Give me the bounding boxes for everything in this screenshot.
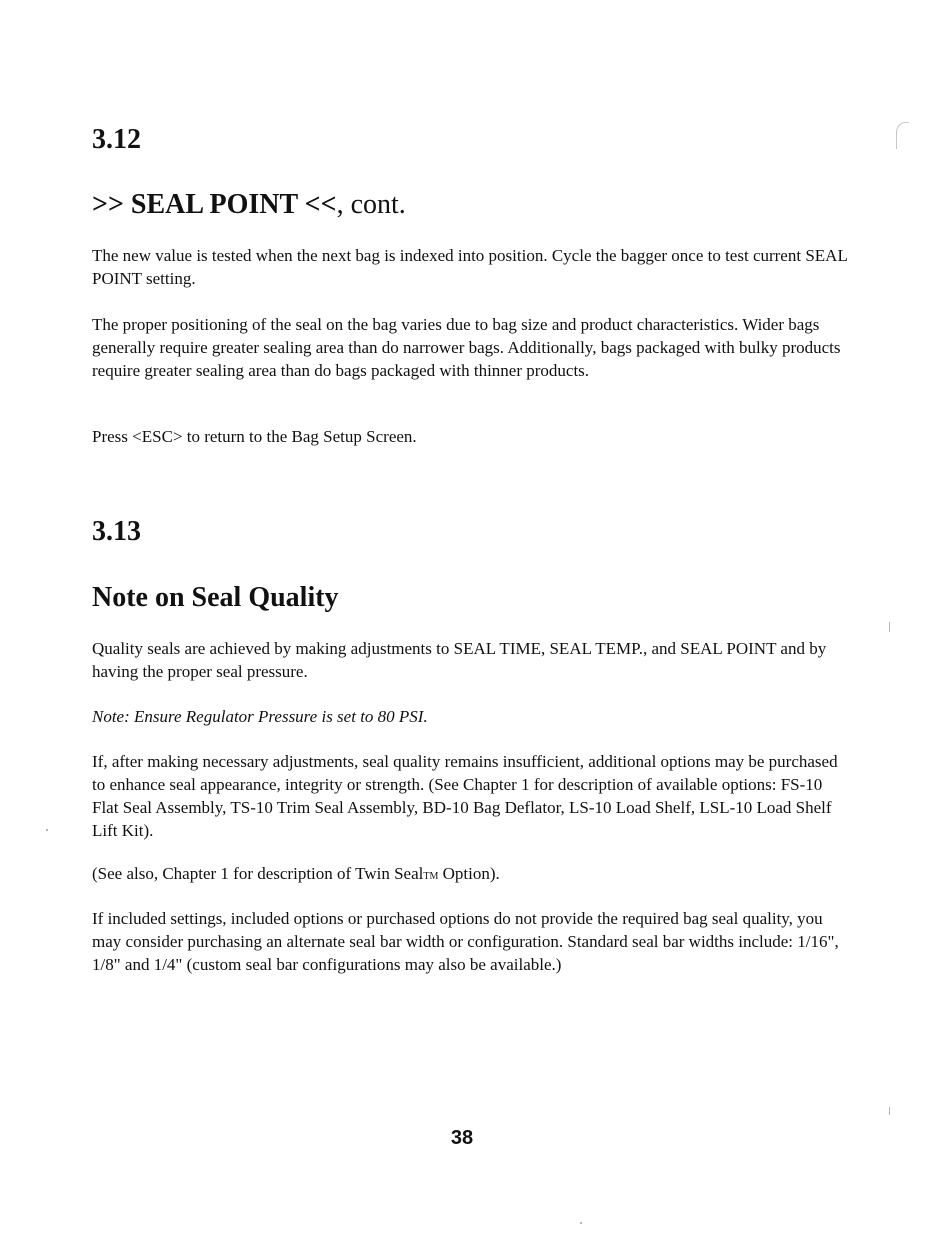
paragraph-text: (See also, Chapter 1 for description of Twin Seal [92,864,424,883]
trademark-mark: TM [423,871,439,882]
paragraph: If included settings, included options or purchased options do not provide the required bag seal quality, you may consider purchasing an alternate seal bar width or configuration. Standard seal bar widths include: 1/16", 1/8" and 1/4" (custom seal bar configurations may also be available.) [92,909,839,974]
scan-artifact [46,829,48,831]
note-paragraph: Note: Ensure Regulator Pressure is set to 80 PSI. [92,707,428,726]
paragraph: Press <ESC> to return to the Bag Setup Screen. [92,427,417,446]
section-title [92,191,406,219]
section-title: Note on Seal Quality [92,582,339,613]
paragraph: The proper positioning of the seal on the bag varies due to bag size and product characteristics. Wider bags generally require greater sealing area than do narrower bags. Additionally, bags packaged with bulky products require greater sealing area than do bags packaged with thinner products. [92,315,841,380]
section-number: 3.12 [92,124,141,155]
paragraph: The new value is tested when the next bag is indexed into position. Cycle the bagger once to test current SEAL POINT setting. [92,246,848,288]
paragraph: If, after making necessary adjustments, seal quality remains insufficient, additional options may be purchased to enhance seal appearance, integrity or strength. (See Chapter 1 for description of available options: FS-10 Flat Seal Assembly, TS-10 Trim Seal Assembly, BD-10 Bag Deflator, LS-10 Load Shelf, LSL-10 Load Shelf Lift Kit). [92,752,838,840]
section-number: 3.13 [92,516,141,547]
scan-artifact [889,622,890,632]
section-title-main: >> SEAL POINT << [92,189,337,220]
scan-artifact [889,1107,890,1115]
scan-artifact [896,122,909,149]
paragraph [92,862,852,888]
section-title-suffix: , cont. [336,189,406,220]
scan-artifact [580,1222,582,1224]
page-number: 38 [450,1127,474,1149]
paragraph: Quality seals are achieved by making adjustments to SEAL TIME, SEAL TEMP., and SEAL POINT and by having the proper seal pressure. [92,639,827,681]
paragraph-text: Option). [438,864,500,883]
